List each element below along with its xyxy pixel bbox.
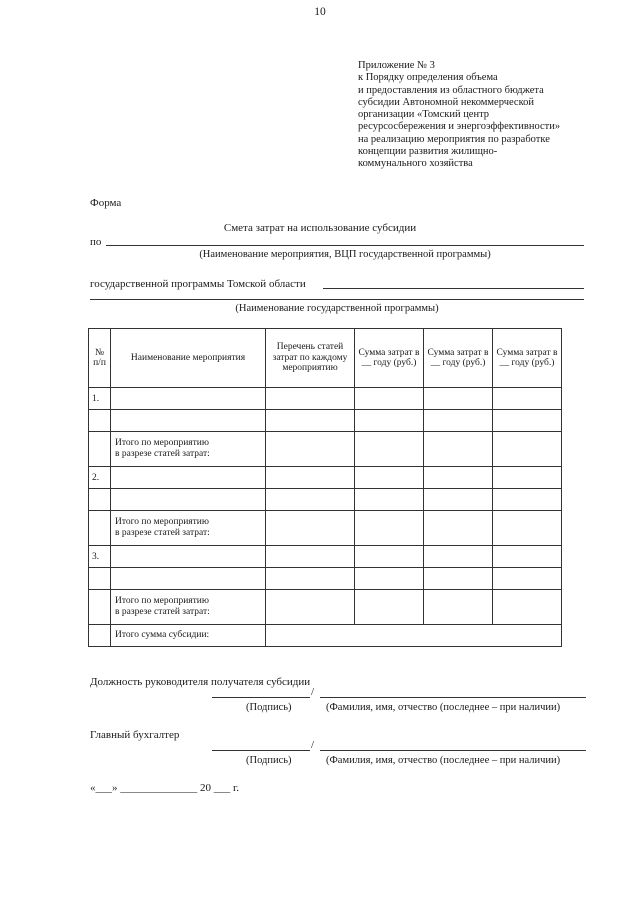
header-event-name: Наименование мероприятия (111, 329, 266, 388)
appendix-line: организации «Томский центр (358, 109, 490, 121)
head-fio-line (320, 697, 586, 698)
table-header-row (89, 329, 562, 388)
signature-slash: / (311, 686, 315, 698)
cost-estimate-table (88, 328, 562, 647)
grand-total-label: Итого сумма субсидии: (111, 625, 266, 647)
page-number: 10 (314, 6, 326, 18)
table-row (89, 388, 562, 410)
accountant-fio-caption: (Фамилия, имя, отчество (последнее – при наличии) (326, 755, 561, 766)
accountant-signature-caption: (Подпись) (246, 755, 292, 766)
row-number: 2. (89, 467, 111, 489)
table-row (89, 568, 562, 590)
header-sum-year-1: Сумма затрат в __ году (руб.) (355, 329, 424, 388)
header-sum-year-2: Сумма затрат в __ году (руб.) (424, 329, 493, 388)
appendix-header (358, 60, 560, 171)
appendix-line: на реализацию мероприятия по разработке (358, 133, 550, 145)
table-row-total (89, 511, 562, 546)
appendix-line: ресурсосбережения и энергоэффективности» (358, 121, 561, 133)
table-row (89, 546, 562, 568)
header-cost-items: Перечень статей затрат по каждому мероприятию (266, 329, 355, 388)
po-label: по (90, 236, 102, 248)
head-signature-line (212, 697, 310, 698)
chief-accountant-label: Главный бухгалтер (90, 729, 180, 741)
document-title: Смета затрат на использование субсидии (223, 222, 417, 234)
appendix-line: субсидии Автономной некоммерческой (358, 96, 535, 108)
head-signature-caption: (Подпись) (246, 702, 292, 713)
row-number: 1. (89, 388, 111, 410)
table-row-total (89, 432, 562, 467)
head-fio-caption: (Фамилия, имя, отчество (последнее – при наличии) (326, 702, 561, 713)
appendix-line: концепции развития жилищно- (358, 146, 498, 158)
total-by-event-label: Итого по мероприятию в разрезе статей затрат: (111, 511, 266, 546)
signature-slash: / (311, 739, 315, 751)
table-row (89, 467, 562, 489)
program-name-caption: (Наименование государственной программы) (235, 303, 439, 314)
appendix-line: и предоставления из областного бюджета (358, 84, 544, 96)
program-name-line-1 (323, 288, 584, 289)
head-position-label: Должность руководителя получателя субсидии (90, 676, 311, 688)
table-row-grand-total (89, 625, 562, 647)
total-by-event-label: Итого по мероприятию в разрезе статей затрат: (111, 432, 266, 467)
table-row-total (89, 590, 562, 625)
appendix-line: Приложение № 3 (358, 60, 435, 71)
program-name-line-2 (90, 299, 584, 300)
accountant-signature-line (212, 750, 310, 751)
row-number: 3. (89, 546, 111, 568)
table-row (89, 410, 562, 432)
header-sum-year-3: Сумма затрат в __ году (руб.) (493, 329, 562, 388)
table-row (89, 489, 562, 511)
appendix-line: к Порядку определения объема (358, 72, 498, 84)
program-label: государственной программы Томской области (90, 278, 306, 290)
appendix-line: коммунального хозяйства (358, 158, 473, 170)
event-name-caption: (Наименование мероприятия, ВЦП государственной программы) (199, 249, 491, 260)
total-by-event-label: Итого по мероприятию в разрезе статей затрат: (111, 590, 266, 625)
accountant-fio-line (320, 750, 586, 751)
header-num: № п/п (89, 329, 111, 388)
event-name-line (106, 245, 584, 246)
date-line: «___» ______________ 20 ___ г. (90, 782, 240, 794)
form-label: Форма (90, 197, 122, 209)
